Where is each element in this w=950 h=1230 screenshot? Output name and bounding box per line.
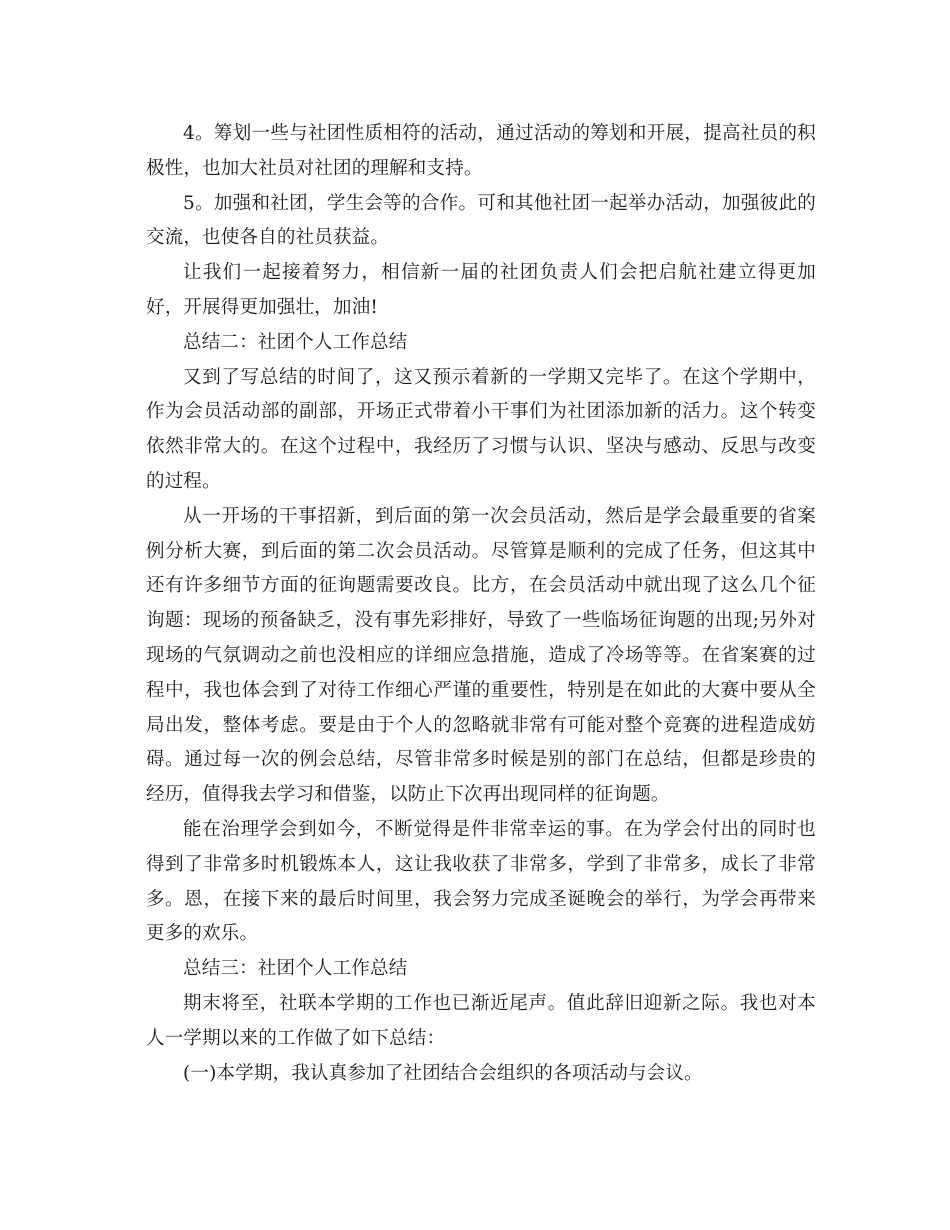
paragraph-summary-two-activities: 从一开场的干事招新，到后面的第一次会员活动，然后是学会最重要的省案例分析大赛，到后面的第二次会员活动。尽管算是顺利的完成了任务，但这其中还有许多细节方面的征询题需要改良。比方，在会员活动中就出现了这么几个征询题：现场的预备缺乏，没有事先彩排好，导致了一些临场征询题的出现;另外对现场的气氛调动之前也没相应的详细应急措施，造成了冷场等等。在省案赛的过程中，我也体会到了对待工作细心严谨的重要性，特别是在如此的大赛中要从全局出发，整体考虑。要是由于个人的忽略就非常有可能对整个竞赛的进程造成妨碍。通过每一次的例会总结，尽管非常多时候是别的部门在总结，但都是珍贵的经历，值得我去学习和借鉴，以防止下次再出现同样的征询题。	[146, 505, 816, 806]
document-body	[146, 117, 816, 1091]
paragraph-closing-remark: 让我们一起接着努力，相信新一届的社团负责人们会把启航社建立得更加好，开展得更加强壮，加油!	[146, 262, 816, 318]
paragraph-summary-three-item-1: (一)本学期，我认真参加了社团结合会组织的各项活动与会议。	[183, 1062, 703, 1084]
paragraph-summary-two-intro: 又到了写总结的时间了，这又预示着新的一学期又完毕了。在这个学期中，作为会员活动部的副部，开场正式带着小干事们为社团添加新的活力。这个转变依然非常大的。在这个过程中，我经历了习惯与认识、坚决与感动、反思与改变的过程。	[146, 366, 816, 492]
paragraph-item-4: 4。筹划一些与社团性质相符的活动，通过活动的筹划和开展，提高社员的积极性，也加大社员对社团的理解和支持。	[146, 123, 816, 179]
paragraph-item-5: 5。加强和社团，学生会等的合作。可和其他社团一起举办活动，加强彼此的交流，也使各自的社员获益。	[146, 192, 816, 249]
paragraph-summary-three-intro: 期末将至，社联本学期的工作也已渐近尾声。值此辞旧迎新之际。我也对本人一学期以来的工作做了如下总结：	[146, 992, 816, 1049]
section-heading-summary-three: 总结三：社团个人工作总结	[183, 958, 408, 980]
section-heading-summary-two: 总结二：社团个人工作总结	[183, 331, 408, 353]
paragraph-summary-two-reflection: 能在治理学会到如今，不断觉得是件非常幸运的事。在为学会付出的同时也得到了非常多时机锻炼本人，这让我收获了非常多，学到了非常多，成长了非常多。恩，在接下来的最后时间里，我会努力完成圣诞晚会的举行，为学会再带来更多的欢乐。	[146, 818, 816, 945]
